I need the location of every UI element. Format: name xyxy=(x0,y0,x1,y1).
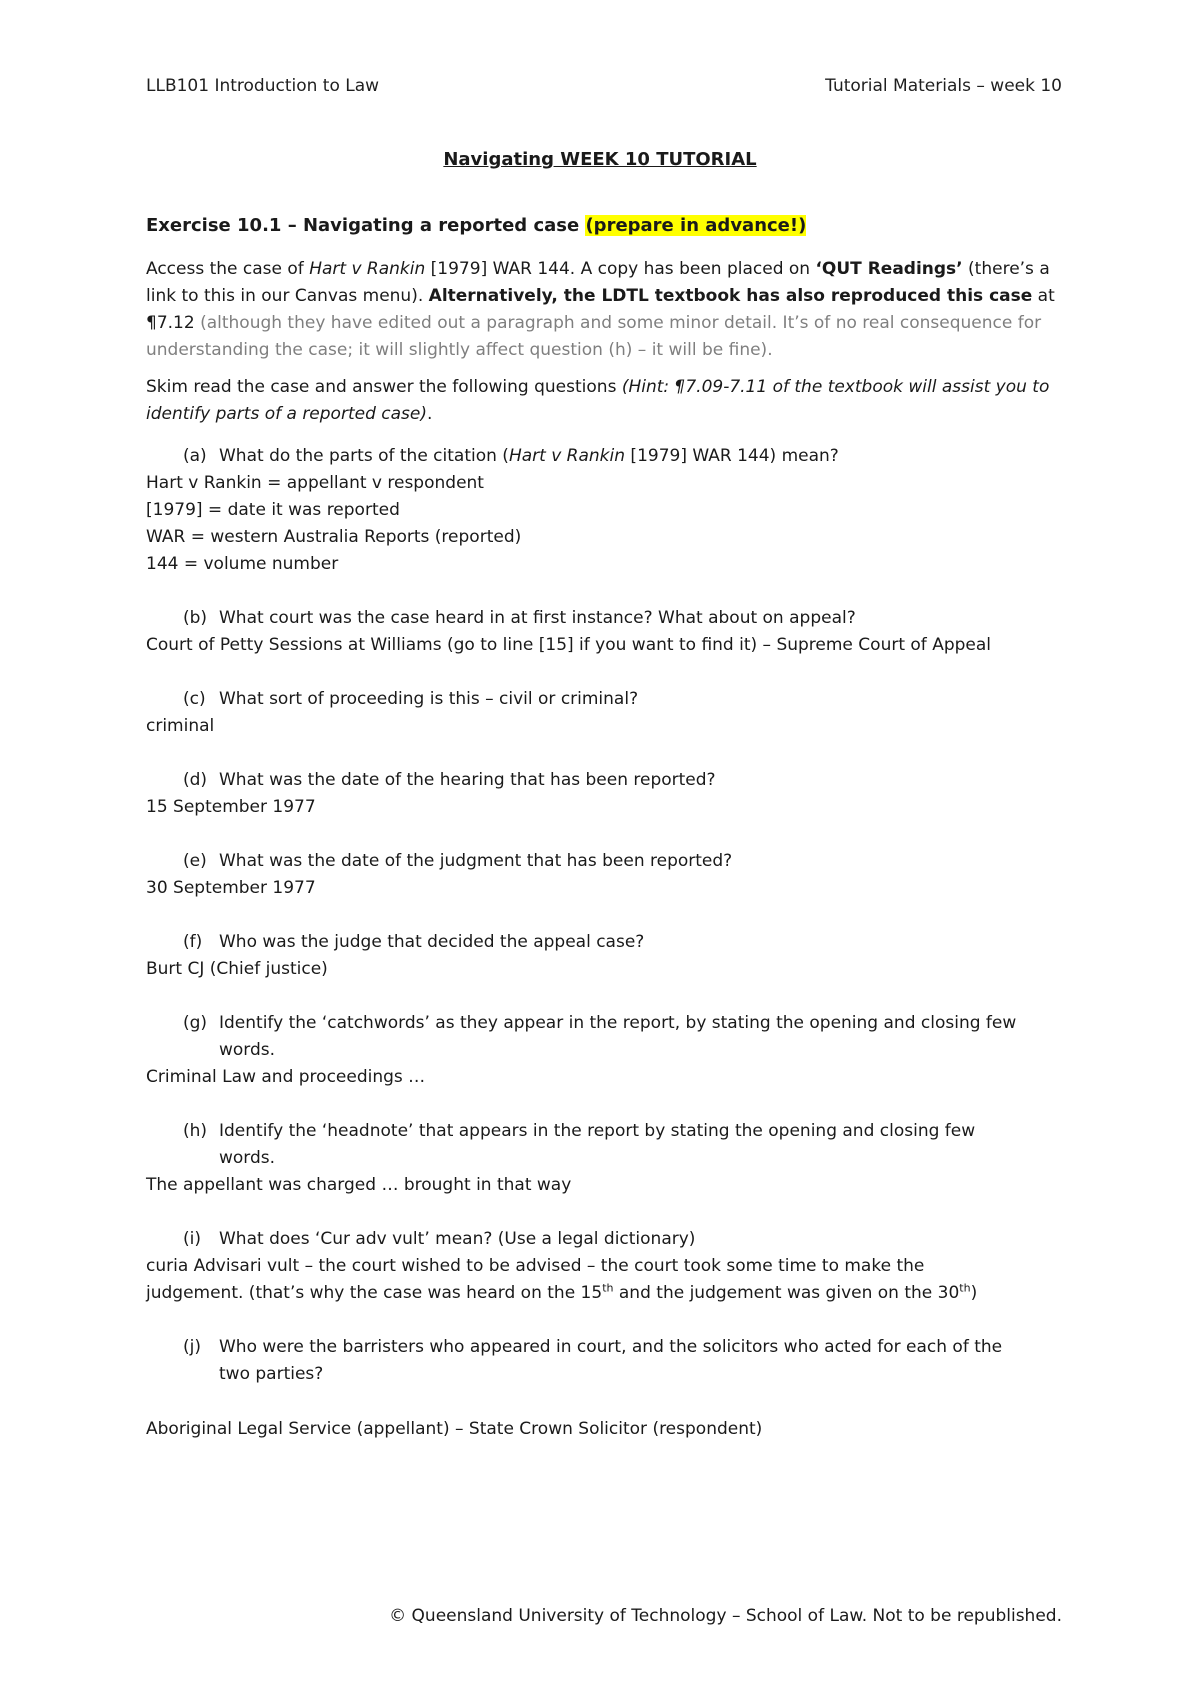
instructions-paragraph xyxy=(146,374,1066,428)
question-e-text: What was the date of the judgment that has been reported? xyxy=(219,851,733,871)
question-d-label: (d) xyxy=(183,770,208,790)
intro-grey-note: (although they have edited out a paragraph and some minor detail. It’s of no real consequence for understanding the case; it will slightly affect question (h) – it will be fine). xyxy=(146,313,1042,360)
question-f-label: (f) xyxy=(183,932,203,952)
header-materials: Tutorial Materials – week 10 xyxy=(825,76,1062,96)
intro-text-2: [1979] WAR 144. A copy has been placed on xyxy=(425,259,816,279)
question-b-label: (b) xyxy=(183,608,208,628)
question-j-label: (j) xyxy=(183,1337,201,1357)
answer-g: Criminal Law and proceedings … xyxy=(146,1067,426,1087)
question-f-text: Who was the judge that decided the appeal case? xyxy=(219,932,645,952)
question-g-text-cont: words. xyxy=(219,1040,276,1060)
question-e-label: (e) xyxy=(183,851,207,871)
instructions-hint: (Hint: ¶7.09-7.11 of the textbook will assist you to identify parts of a reported case) xyxy=(146,377,1050,424)
question-i-text: What does ‘Cur adv vult’ mean? (Use a legal dictionary) xyxy=(219,1229,696,1249)
question-j xyxy=(183,1334,1073,1388)
question-a xyxy=(183,443,1073,470)
question-d xyxy=(183,767,1073,794)
question-g-text: Identify the ‘catchwords’ as they appear in the report, by stating the opening and closing few xyxy=(219,1013,1017,1033)
question-b-text: What court was the case heard in at first instance? What about on appeal? xyxy=(219,608,856,628)
question-i xyxy=(183,1226,1073,1253)
answer-d: 15 September 1977 xyxy=(146,797,316,817)
question-h-text: Identify the ‘headnote’ that appears in the report by stating the opening and closing few xyxy=(219,1121,976,1141)
answer-i-sup1: th xyxy=(602,1281,614,1295)
intro-paragraph xyxy=(146,256,1066,364)
question-a-text: What do the parts of the citation ( xyxy=(219,446,509,466)
exercise-title xyxy=(146,215,806,236)
question-h-text-cont: words. xyxy=(219,1148,276,1168)
answer-i-text-c: ) xyxy=(970,1283,978,1303)
answer-a-3: WAR = western Australia Reports (reported) xyxy=(146,527,522,547)
question-b xyxy=(183,605,1073,632)
instructions-end: . xyxy=(426,404,433,424)
intro-qut-readings: ‘QUT Readings’ xyxy=(815,259,963,279)
question-a-text-end: [1979] WAR 144) mean? xyxy=(625,446,839,466)
question-c-text: What sort of proceeding is this – civil or criminal? xyxy=(219,689,639,709)
intro-alternative: Alternatively, the LDTL textbook has also reproduced this case xyxy=(428,286,1033,306)
question-j-text-cont: two parties? xyxy=(219,1364,324,1384)
answer-e: 30 September 1977 xyxy=(146,878,316,898)
answer-i-line1: curia Advisari vult – the court wished to be advised – the court took some time to make the xyxy=(146,1256,925,1276)
page-title: Navigating WEEK 10 TUTORIAL xyxy=(443,149,757,170)
exercise-highlight: (prepare in advance!) xyxy=(585,215,807,236)
answer-f: Burt CJ (Chief justice) xyxy=(146,959,328,979)
answer-a-1: Hart v Rankin = appellant v respondent xyxy=(146,473,484,493)
question-i-label: (i) xyxy=(183,1229,201,1249)
question-c-label: (c) xyxy=(183,689,206,709)
footer-copyright: © Queensland University of Technology – School of Law. Not to be republished. xyxy=(389,1606,1062,1626)
question-d-text: What was the date of the hearing that has been reported? xyxy=(219,770,716,790)
question-j-text: Who were the barristers who appeared in court, and the solicitors who acted for each of the xyxy=(219,1337,1003,1357)
question-h-label: (h) xyxy=(183,1121,208,1141)
intro-text-4: at ¶7.12 xyxy=(146,286,1055,333)
question-c xyxy=(183,686,1073,713)
answer-i-text-b: and the judgement was given on the 30 xyxy=(613,1283,960,1303)
answer-b: Court of Petty Sessions at Williams (go to line [15] if you want to find it) – Supreme Court of Appeal xyxy=(146,635,992,655)
question-h xyxy=(183,1118,1073,1172)
question-e xyxy=(183,848,1073,875)
question-g xyxy=(183,1010,1073,1064)
intro-case-name: Hart v Rankin xyxy=(309,259,426,279)
exercise-title-text: Exercise 10.1 – Navigating a reported case xyxy=(146,215,586,236)
answer-c: criminal xyxy=(146,716,215,736)
answer-i-sup2: th xyxy=(959,1281,971,1295)
intro-text-3: (there’s a link to this in our Canvas menu). xyxy=(146,259,1050,306)
answer-i-text-a: judgement. (that’s why the case was heard on the 15 xyxy=(146,1283,603,1303)
answer-a-2: [1979] = date it was reported xyxy=(146,500,400,520)
answer-h: The appellant was charged … brought in that way xyxy=(146,1175,572,1195)
answer-j: Aboriginal Legal Service (appellant) – State Crown Solicitor (respondent) xyxy=(146,1419,763,1439)
intro-text-1: Access the case of xyxy=(146,259,310,279)
question-a-case: Hart v Rankin xyxy=(508,446,626,466)
header-course: LLB101 Introduction to Law xyxy=(146,76,380,96)
question-f xyxy=(183,929,1073,956)
question-g-label: (g) xyxy=(183,1013,208,1033)
question-a-label: (a) xyxy=(183,446,207,466)
answer-a-4: 144 = volume number xyxy=(146,554,339,574)
answer-i-line2 xyxy=(146,1280,1076,1307)
instructions-text: Skim read the case and answer the following questions xyxy=(146,377,622,397)
